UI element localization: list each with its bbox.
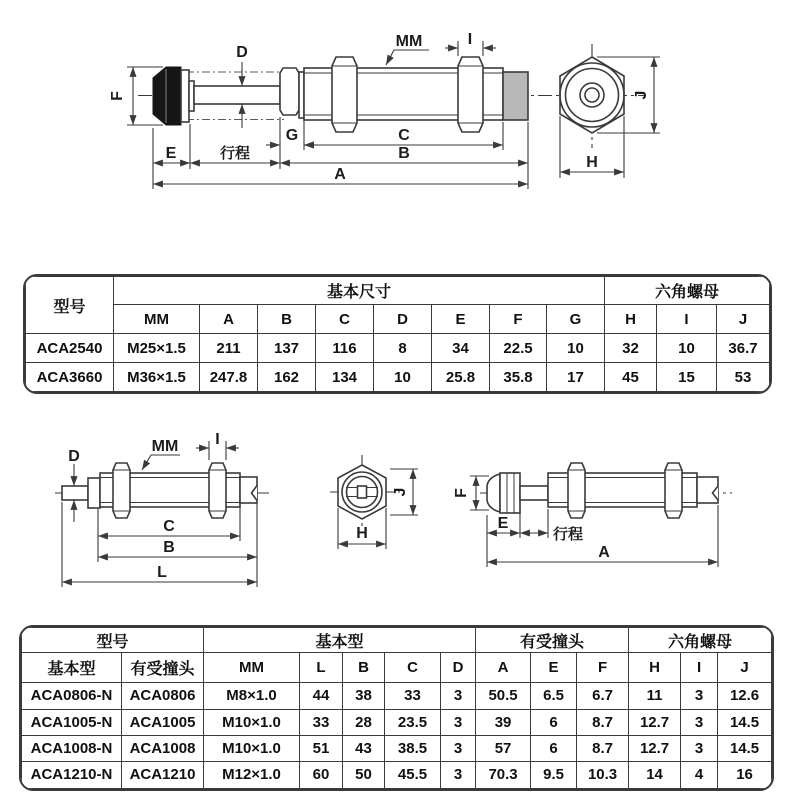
dim-label-stroke: 行程 bbox=[553, 526, 584, 543]
dim-label-c: C bbox=[398, 127, 410, 144]
cell: 211 bbox=[200, 334, 258, 363]
cell: M12×1.0 bbox=[204, 761, 300, 788]
t1-col: G bbox=[547, 305, 605, 334]
table-row bbox=[22, 735, 772, 761]
cell: 116 bbox=[316, 334, 374, 363]
t1-col: A bbox=[200, 305, 258, 334]
t2-col: A bbox=[476, 653, 531, 683]
model-cell: ACA1008 bbox=[122, 735, 204, 761]
cell: 14 bbox=[629, 761, 681, 788]
dim-label-mm: MM bbox=[151, 438, 179, 455]
cell: 16 bbox=[718, 761, 772, 788]
t2-col: B bbox=[343, 653, 385, 683]
cell: 38 bbox=[343, 683, 385, 709]
cell: 134 bbox=[316, 363, 374, 392]
dim-label-f: F bbox=[453, 488, 470, 498]
hex-end-view-small bbox=[330, 455, 418, 549]
dim-label-f: F bbox=[109, 91, 126, 101]
cell: 15 bbox=[657, 363, 717, 392]
cell: 8 bbox=[374, 334, 432, 363]
dim-label-e: E bbox=[165, 145, 177, 162]
t1-col: F bbox=[490, 305, 547, 334]
cell: M36×1.5 bbox=[114, 363, 200, 392]
model-cell: ACA3660 bbox=[26, 363, 114, 392]
absorber-with-cap-side-view bbox=[453, 463, 732, 567]
cell: 10.3 bbox=[577, 761, 629, 788]
dim-label-a: A bbox=[598, 544, 610, 561]
t1-col: H bbox=[605, 305, 657, 334]
t2-col: L bbox=[300, 653, 343, 683]
cell: 3 bbox=[681, 683, 718, 709]
cell: 50 bbox=[343, 761, 385, 788]
hex-end-view bbox=[560, 44, 660, 178]
cell: 137 bbox=[258, 334, 316, 363]
cell: 50.5 bbox=[476, 683, 531, 709]
t2-col: I bbox=[681, 653, 718, 683]
table-small-models bbox=[19, 625, 774, 791]
piston-rod bbox=[520, 486, 548, 500]
t2-col: F bbox=[577, 653, 629, 683]
dim-label-c: C bbox=[163, 518, 175, 535]
cell: 70.3 bbox=[476, 761, 531, 788]
cell: 8.7 bbox=[577, 735, 629, 761]
dim-label-h: H bbox=[356, 525, 368, 542]
cell: 3 bbox=[441, 709, 476, 735]
cell: 9.5 bbox=[531, 761, 577, 788]
t2-subheader-basic: 基本型 bbox=[22, 653, 122, 683]
cell: 28 bbox=[343, 709, 385, 735]
cell: M25×1.5 bbox=[114, 334, 200, 363]
dim-label-i: I bbox=[467, 31, 473, 48]
cell: 45 bbox=[605, 363, 657, 392]
table-row bbox=[22, 628, 772, 653]
rod-flange bbox=[88, 478, 100, 508]
table-row bbox=[26, 334, 770, 363]
cell: 25.8 bbox=[432, 363, 490, 392]
cell: 14.5 bbox=[718, 735, 772, 761]
t1-col: C bbox=[316, 305, 374, 334]
t2-col: J bbox=[718, 653, 772, 683]
cell: 3 bbox=[441, 735, 476, 761]
dim-label-j: J bbox=[392, 487, 409, 497]
hex-nut-right bbox=[209, 463, 226, 518]
cell: 36.7 bbox=[717, 334, 770, 363]
piston-rod bbox=[194, 86, 280, 104]
cell: 3 bbox=[681, 709, 718, 735]
t1-header-basic-size: 基本尺寸 bbox=[114, 277, 605, 305]
t2-col: D bbox=[441, 653, 476, 683]
cell: 45.5 bbox=[385, 761, 441, 788]
cell: M10×1.0 bbox=[204, 709, 300, 735]
table-basic-dimensions bbox=[23, 274, 772, 394]
cell: 57 bbox=[476, 735, 531, 761]
cell: M8×1.0 bbox=[204, 683, 300, 709]
drawing-mid-absorbers bbox=[0, 420, 790, 625]
cell: 23.5 bbox=[385, 709, 441, 735]
table-row bbox=[22, 683, 772, 709]
t2-col: C bbox=[385, 653, 441, 683]
end-piece bbox=[503, 72, 528, 120]
t1-col: I bbox=[657, 305, 717, 334]
dim-label-d: D bbox=[68, 448, 80, 465]
impact-cap bbox=[487, 474, 500, 512]
model-cell: ACA1005 bbox=[122, 709, 204, 735]
adjust-screw bbox=[358, 486, 367, 498]
hex-nut-left bbox=[113, 463, 130, 518]
cell: 3 bbox=[681, 735, 718, 761]
cell: 53 bbox=[717, 363, 770, 392]
table-row bbox=[26, 363, 770, 392]
t1-header-hex-nut: 六角螺母 bbox=[605, 277, 770, 305]
cell: M10×1.0 bbox=[204, 735, 300, 761]
dim-label-g: G bbox=[285, 127, 299, 144]
dim-label-mm: MM bbox=[395, 33, 423, 50]
cell: 33 bbox=[385, 683, 441, 709]
model-cell: ACA1005-N bbox=[22, 709, 122, 735]
cell: 8.7 bbox=[577, 709, 629, 735]
cell: 10 bbox=[374, 363, 432, 392]
cell: 34 bbox=[432, 334, 490, 363]
cell: 162 bbox=[258, 363, 316, 392]
cell: 11 bbox=[629, 683, 681, 709]
dim-label-i: I bbox=[215, 431, 220, 448]
cell: 32 bbox=[605, 334, 657, 363]
model-cell: ACA1210-N bbox=[22, 761, 122, 788]
cell: 10 bbox=[547, 334, 605, 363]
t1-header-model: 型号 bbox=[26, 277, 114, 334]
table-row bbox=[26, 305, 770, 334]
hex-nut-right bbox=[458, 57, 483, 132]
cell: 35.8 bbox=[490, 363, 547, 392]
dim-label-h: H bbox=[586, 154, 598, 171]
cell: 12.7 bbox=[629, 735, 681, 761]
t1-col: B bbox=[258, 305, 316, 334]
dim-label-e: E bbox=[497, 515, 509, 532]
cell: 4 bbox=[681, 761, 718, 788]
hex-nut-left bbox=[568, 463, 585, 518]
hex-nut-left bbox=[332, 57, 357, 132]
t2-header-basic-type: 基本型 bbox=[204, 628, 476, 653]
cell: 12.6 bbox=[718, 683, 772, 709]
t1-col: MM bbox=[114, 305, 200, 334]
table-row bbox=[26, 277, 770, 305]
cell: 3 bbox=[441, 683, 476, 709]
cell: 12.7 bbox=[629, 709, 681, 735]
collar-nut bbox=[280, 68, 299, 115]
t2-col: H bbox=[629, 653, 681, 683]
cell: 6.5 bbox=[531, 683, 577, 709]
t1-col: E bbox=[432, 305, 490, 334]
table-row bbox=[22, 709, 772, 735]
t2-col: E bbox=[531, 653, 577, 683]
cell: 39 bbox=[476, 709, 531, 735]
drawing-top-absorber-side-and-end-view bbox=[0, 0, 790, 240]
impact-cap bbox=[153, 67, 181, 125]
cell: 3 bbox=[441, 761, 476, 788]
table-row bbox=[22, 761, 772, 788]
cell: 38.5 bbox=[385, 735, 441, 761]
model-cell: ACA0806 bbox=[122, 683, 204, 709]
dim-label-l: L bbox=[157, 564, 167, 581]
t2-header-model: 型号 bbox=[22, 628, 204, 653]
cell: 33 bbox=[300, 709, 343, 735]
cell: 51 bbox=[300, 735, 343, 761]
absorber-basic-side-view bbox=[55, 431, 272, 587]
cell: 22.5 bbox=[490, 334, 547, 363]
cell: 43 bbox=[343, 735, 385, 761]
cell: 247.8 bbox=[200, 363, 258, 392]
t2-subheader-cap: 有受撞头 bbox=[122, 653, 204, 683]
dim-label-b: B bbox=[398, 145, 410, 162]
cap-flange bbox=[181, 70, 189, 122]
piston-rod bbox=[62, 486, 88, 500]
cell: 17 bbox=[547, 363, 605, 392]
model-cell: ACA1008-N bbox=[22, 735, 122, 761]
dim-label-stroke: 行程 bbox=[219, 145, 251, 162]
dim-label-d: D bbox=[236, 44, 248, 61]
t1-col: J bbox=[717, 305, 770, 334]
dim-label-j: J bbox=[633, 90, 650, 100]
dim-label-a: A bbox=[334, 166, 346, 183]
t2-header-with-cap: 有受撞头 bbox=[476, 628, 629, 653]
cell: 6 bbox=[531, 735, 577, 761]
t2-col: MM bbox=[204, 653, 300, 683]
cell: 10 bbox=[657, 334, 717, 363]
cell: 60 bbox=[300, 761, 343, 788]
dim-label-b: B bbox=[163, 539, 175, 556]
table-row bbox=[22, 653, 772, 683]
cell: 14.5 bbox=[718, 709, 772, 735]
cell: 44 bbox=[300, 683, 343, 709]
cell: 6.7 bbox=[577, 683, 629, 709]
model-cell: ACA0806-N bbox=[22, 683, 122, 709]
model-cell: ACA1210 bbox=[122, 761, 204, 788]
model-cell: ACA2540 bbox=[26, 334, 114, 363]
hex-nut-right bbox=[665, 463, 682, 518]
t1-col: D bbox=[374, 305, 432, 334]
t2-header-hex-nut: 六角螺母 bbox=[629, 628, 772, 653]
cell: 6 bbox=[531, 709, 577, 735]
